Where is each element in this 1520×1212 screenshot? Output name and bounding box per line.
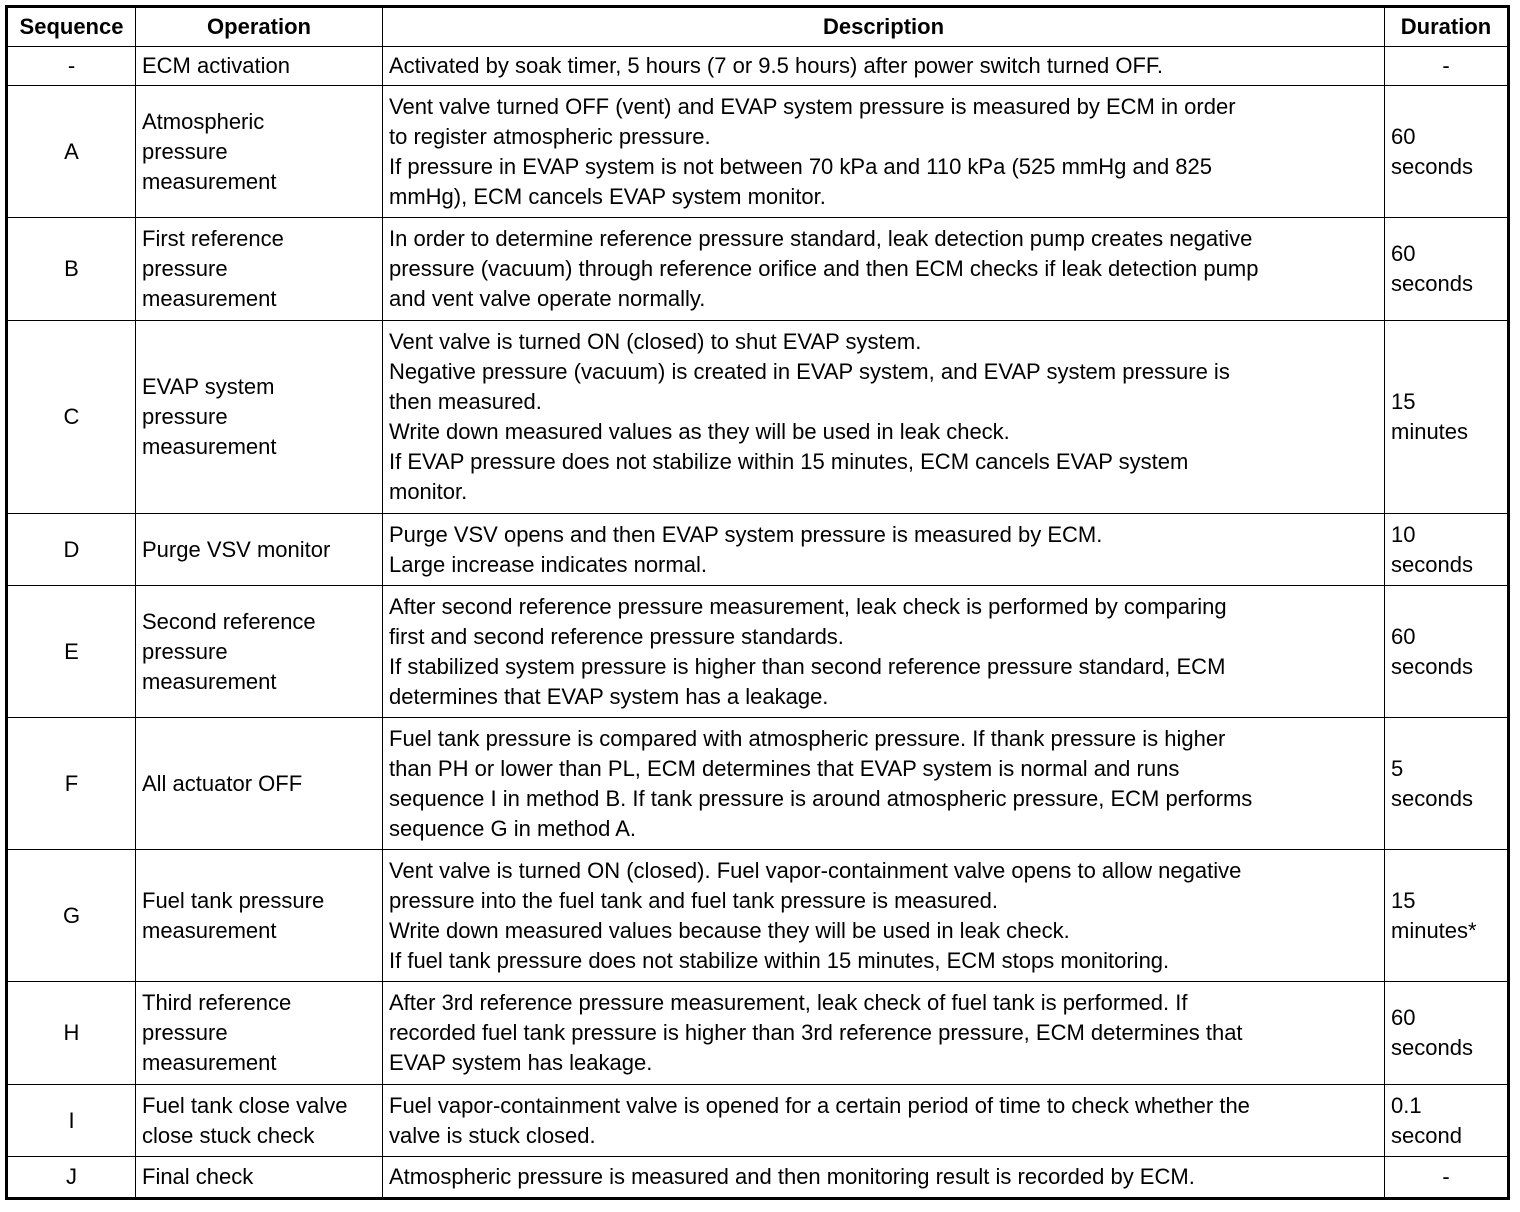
description-cell	[383, 718, 1385, 850]
description-line: Write down measured values as they will be used in leak check.	[389, 419, 1010, 444]
duration-line: 60	[1391, 623, 1416, 649]
table-row	[7, 86, 1509, 218]
table-row	[7, 850, 1509, 982]
description-line: Fuel tank pressure is compared with atmospheric pressure. If thank pressure is higher	[389, 725, 1226, 751]
sequence-cell: H	[7, 982, 136, 1085]
duration-cell	[1385, 718, 1509, 850]
description-line: mmHg), ECM cancels EVAP system monitor.	[389, 183, 826, 209]
duration-cell	[1385, 586, 1509, 718]
duration-line: 60	[1391, 1005, 1416, 1030]
operation-line: EVAP system	[142, 374, 275, 399]
operation-cell	[136, 718, 383, 850]
operation-cell	[136, 1157, 383, 1199]
table-row	[7, 718, 1509, 850]
description-line: Atmospheric pressure is measured and then monitoring result is recorded by ECM.	[389, 1164, 1195, 1189]
operation-cell	[136, 850, 383, 982]
description-line: monitor.	[389, 479, 468, 504]
description-line: Activated by soak timer, 5 hours (7 or 9.5 hours) after power switch turned OFF.	[389, 53, 1163, 78]
operation-cell	[136, 218, 383, 321]
description-line: pressure into the fuel tank and fuel tank pressure is measured.	[389, 887, 999, 913]
sequence-cell: D	[7, 514, 136, 586]
sequence-cell: J	[7, 1157, 136, 1199]
operation-cell	[136, 86, 383, 218]
operation-line: First reference	[142, 226, 284, 251]
duration-line: seconds	[1391, 271, 1473, 296]
description-line: If pressure in EVAP system is not between 70 kPa and 110 kPa (525 mmHg and 825	[389, 153, 1213, 179]
header-row	[7, 7, 1509, 47]
description-line: If EVAP pressure does not stabilize within 15 minutes, ECM cancels EVAP system	[389, 449, 1189, 474]
operation-cell	[136, 1085, 383, 1157]
description-cell	[383, 86, 1385, 218]
operation-line: pressure	[142, 256, 228, 281]
description-line: sequence G in method A.	[389, 815, 637, 841]
description-line: valve is stuck closed.	[389, 1122, 596, 1148]
operation-line: measurement	[142, 917, 277, 943]
sequence-cell: -	[7, 47, 136, 86]
description-cell	[383, 586, 1385, 718]
description-line: first and second reference pressure standards.	[389, 623, 844, 649]
description-cell	[383, 218, 1385, 321]
table-row	[7, 1085, 1509, 1157]
duration-line: -	[1442, 53, 1450, 78]
description-line: and vent valve operate normally.	[389, 286, 706, 311]
description-cell	[383, 850, 1385, 982]
description-line: If stabilized system pressure is higher than second reference pressure standard, ECM	[389, 653, 1226, 679]
duration-line: 15	[1391, 389, 1416, 414]
sequence-cell: F	[7, 718, 136, 850]
sequence-cell: B	[7, 218, 136, 321]
table-row	[7, 321, 1509, 514]
description-line: sequence I in method B. If tank pressure is around atmospheric pressure, ECM performs	[389, 785, 1253, 811]
duration-cell	[1385, 850, 1509, 982]
description-line: then measured.	[389, 389, 542, 414]
duration-cell	[1385, 47, 1509, 86]
operation-line: measurement	[142, 168, 277, 194]
duration-line: second	[1391, 1122, 1462, 1148]
operation-line: Atmospheric	[142, 108, 265, 134]
duration-cell	[1385, 321, 1509, 514]
description-line: Vent valve is turned ON (closed). Fuel vapor-containment valve opens to allow negative	[389, 857, 1242, 883]
description-line: determines that EVAP system has a leakage.	[389, 683, 829, 709]
operation-line: All actuator OFF	[142, 770, 303, 796]
duration-line: seconds	[1391, 653, 1473, 679]
operation-line: Third reference	[142, 990, 292, 1015]
description-line: Purge VSV opens and then EVAP system pressure is measured by ECM.	[389, 521, 1103, 547]
operation-line: close stuck check	[142, 1122, 315, 1148]
duration-cell	[1385, 1157, 1509, 1199]
description-cell	[383, 514, 1385, 586]
table-row	[7, 514, 1509, 586]
sequence-cell: I	[7, 1085, 136, 1157]
description-cell	[383, 47, 1385, 86]
duration-line: minutes	[1391, 419, 1469, 444]
header-operation: Operation	[136, 7, 383, 47]
description-line: After 3rd reference pressure measurement, leak check of fuel tank is performed. If	[389, 990, 1188, 1015]
description-line: to register atmospheric pressure.	[389, 123, 711, 149]
operation-line: measurement	[142, 286, 277, 311]
duration-line: 0.1	[1391, 1092, 1422, 1118]
operation-line: measurement	[142, 434, 277, 459]
table-row	[7, 982, 1509, 1085]
table-body	[7, 47, 1509, 1199]
operation-line: Final check	[142, 1164, 254, 1189]
sequence-cell: E	[7, 586, 136, 718]
description-line: Vent valve turned OFF (vent) and EVAP system pressure is measured by ECM in order	[389, 93, 1236, 119]
description-cell	[383, 321, 1385, 514]
duration-line: 60	[1391, 123, 1416, 149]
description-cell	[383, 1157, 1385, 1199]
table-row	[7, 1157, 1509, 1199]
description-line: If fuel tank pressure does not stabilize within 15 minutes, ECM stops monitoring.	[389, 947, 1170, 973]
description-line: Write down measured values because they will be used in leak check.	[389, 917, 1070, 943]
duration-cell	[1385, 218, 1509, 321]
duration-line: minutes*	[1391, 917, 1477, 943]
operation-cell	[136, 586, 383, 718]
table-row	[7, 218, 1509, 321]
operation-cell	[136, 321, 383, 514]
operation-line: ECM activation	[142, 53, 290, 78]
duration-line: -	[1442, 1164, 1450, 1189]
duration-line: 15	[1391, 887, 1416, 913]
sequence-cell: C	[7, 321, 136, 514]
table-row	[7, 47, 1509, 86]
operation-cell	[136, 514, 383, 586]
description-line: than PH or lower than PL, ECM determines that EVAP system is normal and runs	[389, 755, 1180, 781]
duration-cell	[1385, 514, 1509, 586]
operation-line: pressure	[142, 1020, 228, 1045]
duration-line: seconds	[1391, 551, 1473, 577]
header-description: Description	[383, 7, 1385, 47]
operation-line: pressure	[142, 404, 228, 429]
description-line: recorded fuel tank pressure is higher than 3rd reference pressure, ECM determines that	[389, 1020, 1243, 1045]
description-line: Negative pressure (vacuum) is created in EVAP system, and EVAP system pressure is	[389, 359, 1230, 384]
operation-cell	[136, 982, 383, 1085]
duration-line: seconds	[1391, 785, 1473, 811]
duration-line: 10	[1391, 521, 1416, 547]
description-cell	[383, 982, 1385, 1085]
header-duration: Duration	[1385, 7, 1509, 47]
duration-cell	[1385, 86, 1509, 218]
operation-line: Second reference	[142, 608, 316, 634]
description-line: Vent valve is turned ON (closed) to shut EVAP system.	[389, 329, 922, 354]
description-line: EVAP system has leakage.	[389, 1050, 653, 1075]
description-line: Fuel vapor-containment valve is opened for a certain period of time to check whether the	[389, 1092, 1250, 1118]
duration-cell	[1385, 1085, 1509, 1157]
description-cell	[383, 1085, 1385, 1157]
description-line: In order to determine reference pressure standard, leak detection pump creates negative	[389, 226, 1253, 251]
sequence-cell: G	[7, 850, 136, 982]
duration-cell	[1385, 982, 1509, 1085]
operation-line: Fuel tank close valve	[142, 1092, 348, 1118]
operation-cell	[136, 47, 383, 86]
description-line: pressure (vacuum) through reference orifice and then ECM checks if leak detection pump	[389, 256, 1259, 281]
description-line: After second reference pressure measurement, leak check is performed by comparing	[389, 593, 1227, 619]
operation-line: Purge VSV monitor	[142, 536, 331, 562]
description-line: Large increase indicates normal.	[389, 551, 707, 577]
operation-line: pressure	[142, 138, 228, 164]
duration-line: seconds	[1391, 1035, 1473, 1060]
operation-line: pressure	[142, 638, 228, 664]
evap-monitor-sequence-table	[5, 5, 1510, 1200]
table-row	[7, 586, 1509, 718]
operation-line: measurement	[142, 1050, 277, 1075]
header-sequence: Sequence	[7, 7, 136, 47]
operation-line: measurement	[142, 668, 277, 694]
duration-line: 5	[1391, 755, 1404, 781]
operation-line: Fuel tank pressure	[142, 887, 325, 913]
duration-line: 60	[1391, 241, 1416, 266]
duration-line: seconds	[1391, 153, 1473, 179]
sequence-cell: A	[7, 86, 136, 218]
